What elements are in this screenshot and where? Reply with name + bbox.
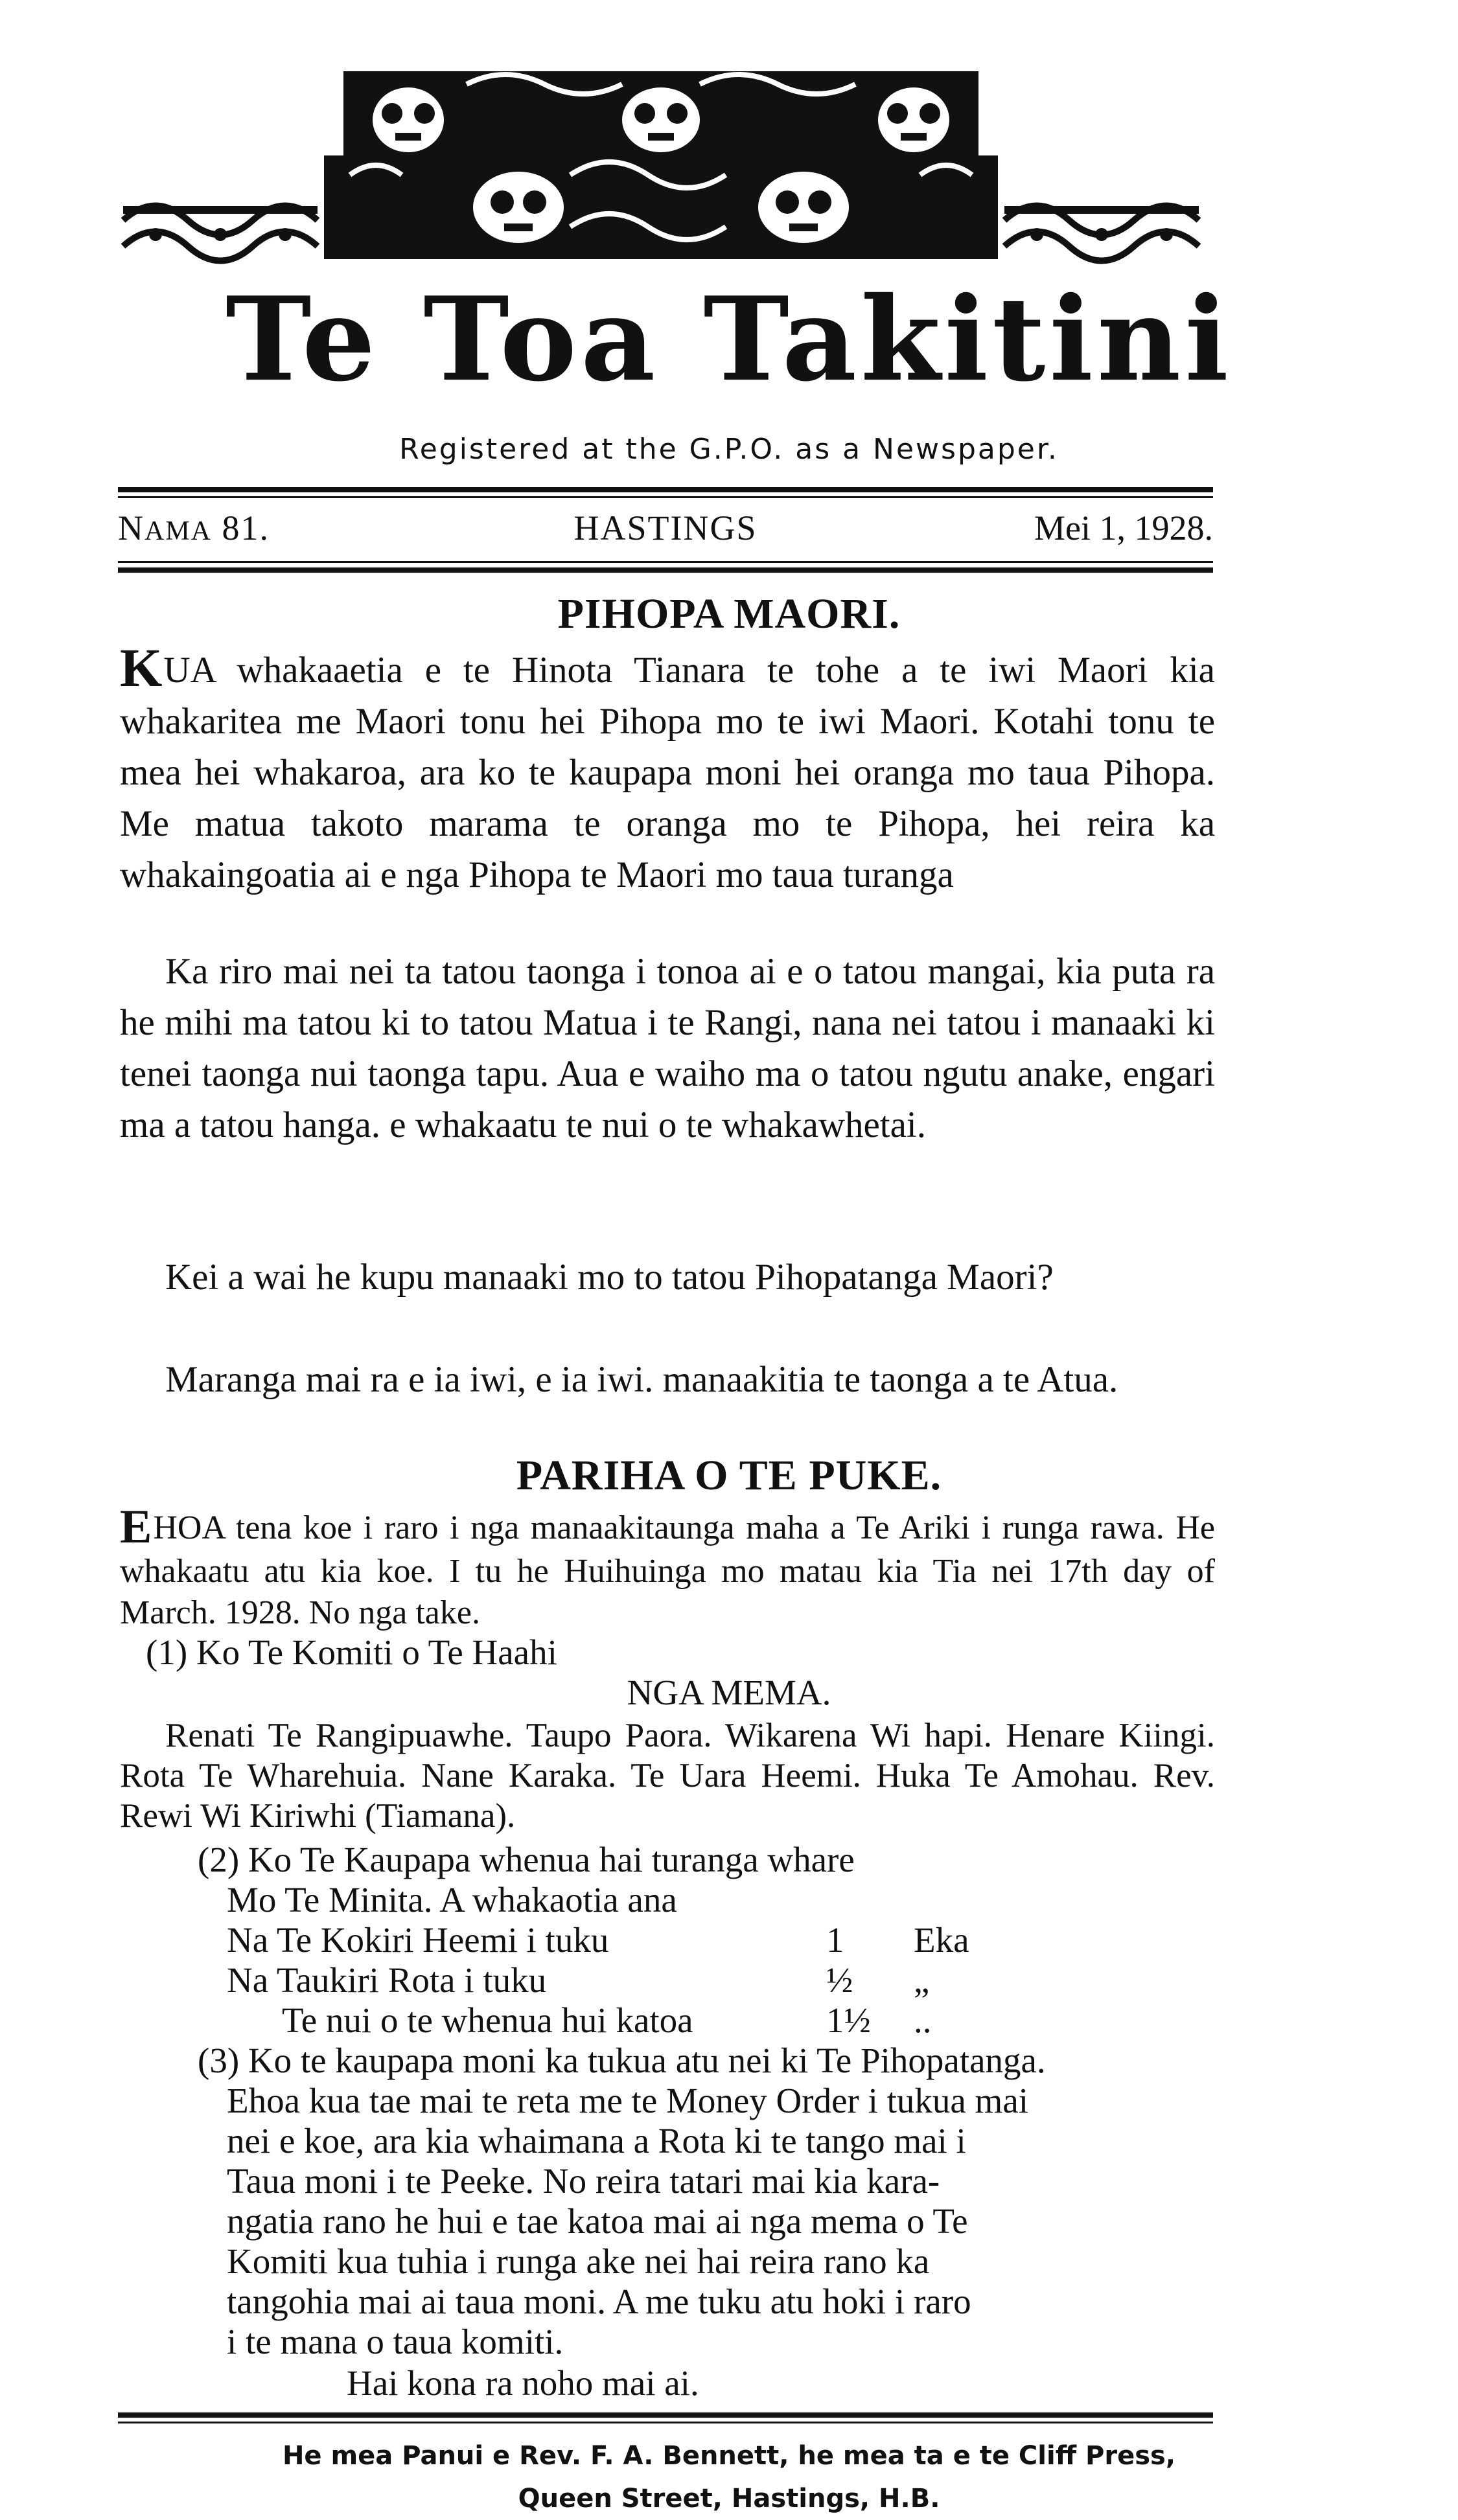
carved-masthead-ornament: [117, 58, 1205, 266]
item-2-line-3: Na Te Kokiri Heemi i tuku: [227, 1920, 609, 1960]
footer-rule-thin: [118, 2422, 1213, 2423]
header-rule-bottom: [118, 567, 1213, 573]
land-amount-1: 1: [826, 1920, 844, 1960]
land-unit-2: „: [914, 1960, 930, 2000]
item-2-line-5: Te nui o te whenua hui katoa: [282, 2000, 693, 2040]
footer-line-2: Queen Street, Hastings, H.B.: [518, 2484, 940, 2514]
item-3-line-1: (3) Ko te kaupapa moni ka tukua atu nei ki Te Pihopatanga.: [198, 2041, 1046, 2080]
item-2-line-2: Mo Te Minita. A whakaotia ana: [227, 1880, 677, 1919]
item-3-line-4: Taua moni i te Peeke. No reira tatari mai kia kara-: [227, 2161, 940, 2201]
closing-line: Hai kona ra noho mai ai.: [347, 2363, 699, 2403]
item-3-line-7: tangohia mai ai taua moni. A me tuku atu hoki i raro: [227, 2282, 971, 2321]
article2-paragraph-1: EHOA tena koe i raro i nga manaakitaunga maha a Te Ariki i runga rawa. He whakaatu atu kia koe. I tu he Huihuinga mo matau kia Tia nei 17th day of March. 1928. No nga take.: [120, 1500, 1215, 1631]
item-1-komiti: (1) Ko Te Komiti o Te Haahi: [146, 1632, 557, 1672]
footer-rule-thick: [118, 2412, 1213, 2418]
item-3-line-2: Ehoa kua tae mai te reta me te Money Order i tukua mai: [227, 2081, 1029, 2120]
article1-paragraph-2: Ka riro mai nei ta tatou taonga i tonoa ai e o tatou mangai, kia puta ra he mihi ma tatou ki to tatou Matua i te Rangi, nana nei tatou i manaaki ki tenei taonga nui taonga tapu. Aua e waiho ma o tatou ngutu anake, engari ma a tatou hanga. e whakaatu te nui o te whakawhetai.: [120, 951, 1215, 1145]
header-rule-bottom-thin: [118, 561, 1213, 563]
article1-paragraph-4: Maranga mai ra e ia iwi, e ia iwi. manaakitia te taonga a te Atua.: [165, 1359, 1118, 1400]
issue-date: Mei 1, 1928.: [1034, 509, 1213, 547]
issue-number: NAMA 81.: [118, 509, 270, 547]
members-list: Renati Te Rangipuawhe. Taupo Paora. Wikarena Wi hapi. Henare Kiingi. Rota Te Wharehuia. Nane Karaka. Te Uara Heemi. Huka Te Amohau. Rev. Rewi Wi Kiriwhi (Tiamana).: [120, 1717, 1215, 1835]
members-heading: NGA MEMA.: [627, 1673, 831, 1712]
land-unit-1: Eka: [914, 1920, 969, 1960]
footer-line-1: He mea Panui e Rev. F. A. Bennett, he mea ta e te Cliff Press,: [282, 2441, 1176, 2471]
newspaper-title: Te Toa Takitini: [226, 271, 1232, 407]
issue-place: HASTINGS: [573, 509, 758, 547]
registration-notice: Registered at the G.P.O. as a Newspaper.: [399, 433, 1059, 466]
item-3-line-8: i te mana o taua komiti.: [227, 2322, 564, 2361]
item-3-line-5: ngatia rano he hui e tae katoa mai ai nga mema o Te: [227, 2201, 968, 2241]
item-3-line-6: Komiti kua tuhia i runga ake nei hai reira rano ka: [227, 2241, 930, 2281]
dropcap-k: K: [120, 638, 163, 698]
article-heading-pariha-o-te-puke: PARIHA O TE PUKE.: [516, 1452, 942, 1499]
land-unit-3: ..: [914, 2000, 932, 2040]
article1-paragraph-3: Kei a wai he kupu manaaki mo to tatou Pihopatanga Maori?: [165, 1257, 1054, 1298]
header-rule-top: [118, 487, 1213, 492]
header-rule-top-thin: [118, 496, 1213, 498]
item-3-line-3: nei e koe, ara kia whaimana a Rota ki te tango mai i: [227, 2121, 966, 2160]
item-2-line-1: (2) Ko Te Kaupapa whenua hai turanga whare: [198, 1840, 855, 1879]
item-2-line-4: Na Taukiri Rota i tuku: [227, 1960, 547, 2000]
article-heading-pihopa-maori: PIHOPA MAORI.: [557, 590, 901, 637]
article1-paragraph-1: KUA whakaaetia e te Hinota Tianara te tohe a te iwi Maori kia whakaritea me Maori tonu hei Pihopa mo te iwi Maori. Kotahi tonu te mea hei whakaroa, ara ko te kaupapa moni hei oranga mo taua Pihopa. Me matua takoto marama te oranga mo te Pihopa, hei reira ka whakaingoatia ai e nga Pihopa te Maori mo taua turanga: [120, 638, 1215, 895]
land-amount-2: ½: [826, 1960, 853, 2000]
dropcap-e: E: [120, 1500, 152, 1553]
land-amount-3: 1½: [826, 2000, 871, 2040]
issue-info-row: [118, 502, 1213, 554]
